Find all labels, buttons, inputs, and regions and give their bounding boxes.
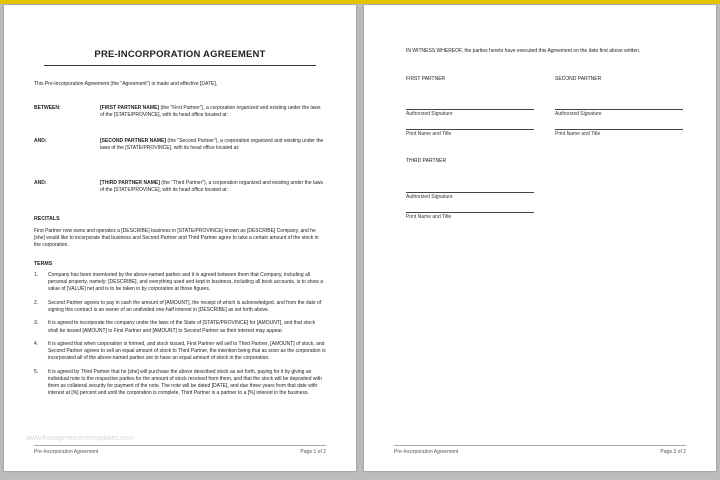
intro-paragraph: This Pre-Incorporation Agreement (the "Agreement") is made and effective [DATE],	[34, 81, 218, 87]
party-name: [THIRD PARTNER NAME]	[100, 180, 160, 186]
title-underline	[44, 65, 316, 66]
party-label: BETWEEN:	[34, 105, 61, 111]
term-item	[34, 300, 326, 314]
name-title-caption: Print Name and Title	[406, 214, 452, 220]
watermark-text: www.freeagreementtemplates.com	[26, 435, 134, 442]
party-description: (the "Third Partner"), a corporation organized and existing under the laws of the [STATE/PROVINCE], with its head office located at:	[100, 180, 323, 194]
second-partner-name-line[interactable]	[555, 129, 683, 130]
second-partner-label: SECOND PARTNER	[555, 76, 602, 82]
footer-page-number: Page 2 of 2	[660, 449, 686, 455]
document-title: PRE-INCORPORATION AGREEMENT	[94, 49, 266, 60]
terms-heading: TERMS	[34, 261, 53, 267]
party-label: AND:	[34, 180, 47, 186]
recitals-paragraph: First Partner now owns and operates a [DESCRIBE] business in [STATE/PROVINCE] known as [DESCRIBE] Company, and he [she] would like to incorporate that business and Second Partner and Third Partner agree to take a certain amount of the stock in the corporation.	[34, 228, 319, 249]
term-number: 4.	[34, 340, 39, 347]
first-partner-name-line[interactable]	[406, 129, 534, 130]
signature-caption: Authorized Signature	[406, 194, 453, 200]
third-partner-signature-line[interactable]	[406, 192, 534, 193]
term-item	[34, 341, 326, 363]
top-accent-bar	[0, 0, 720, 4]
party-name: [SECOND PARTNER NAME]	[100, 138, 167, 144]
document-page-1[interactable]	[4, 5, 356, 471]
party-description: (the "First Partner"), a corporation organized and existing under the laws of the [STATE/PROVINCE], with its head office located at:	[100, 105, 321, 119]
party-block-third	[34, 180, 326, 194]
third-partner-label: THIRD PARTNER	[406, 158, 447, 164]
footer-page-number: Page 1 of 2	[300, 449, 326, 455]
signature-caption: Authorized Signature	[406, 111, 453, 117]
term-item	[34, 320, 326, 334]
name-title-caption: Print Name and Title	[406, 131, 452, 137]
term-number: 1.	[34, 272, 39, 278]
term-text: It is agreed that when corporation is formed, and stock issued, First Partner will sell to Third Partner, [AMOUNT] of stock, and Second Partner agrees to sell an equal amount of stock to Third Partner, the intention being that as soon as the corporation is incorporated all of the above-named parties are to have an equal amount of stock in the corporation.	[48, 340, 326, 362]
witness-statement: IN WITNESS WHEREOF, the parties hereto have executed this Agreement on the date first above written.	[406, 48, 641, 54]
signature-caption: Authorized Signature	[555, 111, 602, 117]
second-partner-signature-line[interactable]	[555, 109, 683, 110]
term-text: It is agreed by Third Partner that he [she] will purchase the above described stock as set forth, paying for it by giving an individual note to the respective parties for the amount of stock received from them, and that the stock will be deposited with them as collateral security for payment of the note. The note will be dated [DATE], and due three years from that date with interest at [%] percent and until the corporation is complete, Third Partner is a partner to a [%] interest in the business.	[48, 368, 322, 397]
party-name: [FIRST PARTNER NAME]	[100, 105, 160, 111]
third-partner-name-line[interactable]	[406, 212, 534, 213]
term-text: Second Partner agrees to pay in cash the amount of [AMOUNT], the receipt of which is acknowledged, and from the date of signing this contract is an owner of an undivided one-half interest in [DESCRIBE] as set forth above.	[48, 299, 322, 313]
name-title-caption: Print Name and Title	[555, 131, 601, 137]
term-number: 3.	[34, 320, 39, 327]
party-block-first	[34, 105, 326, 119]
party-block-second	[34, 138, 326, 152]
term-item	[34, 369, 326, 398]
terms-list	[34, 272, 326, 404]
first-partner-label: FIRST PARTNER	[406, 76, 446, 82]
term-text: It is agreed to incorporate the company under the laws of the State of [STATE/PROVINCE] for [AMOUNT], and that stock shall be issued [AMOUNT] to First Partner and [AMOUNT] to Second Partner as their interest may appear.	[48, 320, 316, 334]
footer-rule	[34, 445, 326, 446]
footer-title: Pre-Incorporation Agreement	[34, 449, 99, 455]
term-item	[34, 272, 326, 294]
document-page-2[interactable]	[364, 5, 716, 471]
party-description: (the "Second Partner"), a corporation organized and existing under the laws of the [STATE/PROVINCE], with its head office located at:	[100, 138, 324, 152]
term-number: 5.	[34, 368, 39, 375]
footer-rule	[394, 445, 686, 446]
first-partner-signature-line[interactable]	[406, 109, 534, 110]
term-text: Company has been inventoried by the above-named parties and it is agreed between them that Company, including all personal property, namely: [DESCRIBE], and everything used and kept in business, including all book accounts, is to show a value of [VALUE] net and is to be taken in by corporation at those figures.	[48, 272, 324, 293]
recitals-heading: RECITALS	[34, 216, 60, 222]
footer-title: Pre-Incorporation Agreement	[394, 449, 459, 455]
term-number: 2.	[34, 299, 39, 306]
party-label: AND:	[34, 138, 47, 144]
